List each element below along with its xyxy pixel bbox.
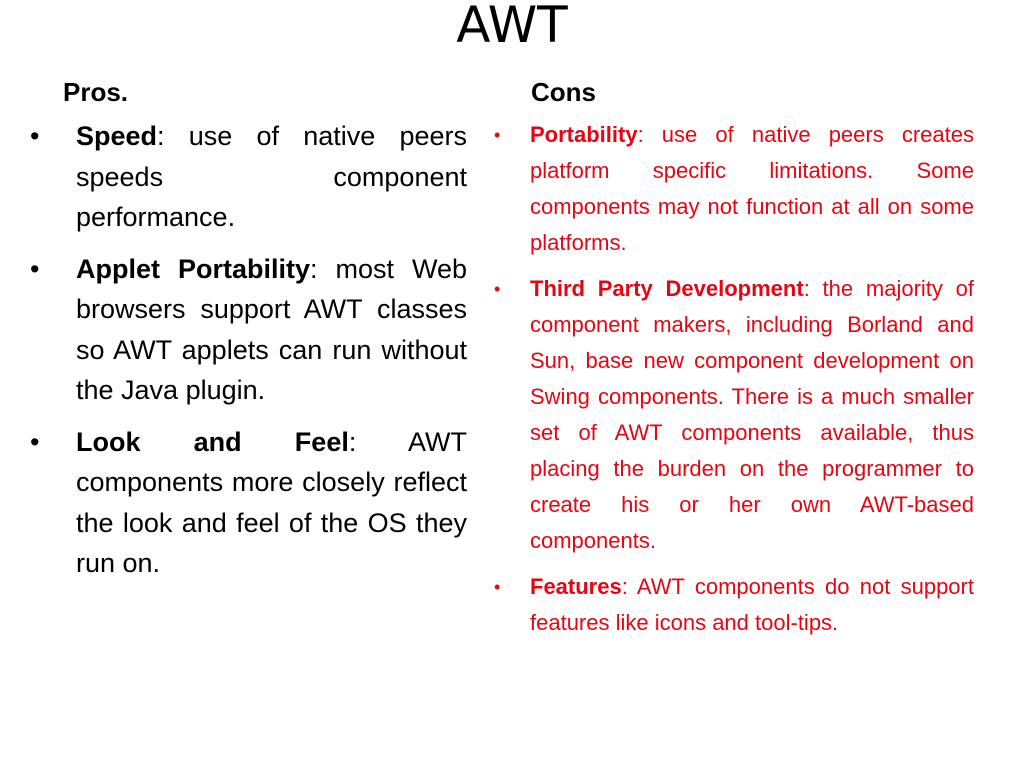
pros-item-speed <box>30 116 467 238</box>
cons-list <box>494 117 974 651</box>
pros-item-text: : most Web browsers support AWT classes so AWT applets can run without the Java plugin. <box>76 253 467 405</box>
pros-item-term: Applet Portability <box>76 253 310 284</box>
pros-item-text: : use of native peers speeds component performance. <box>76 121 467 232</box>
pros-heading: Pros. <box>63 77 129 107</box>
slide-title: AWT <box>456 0 568 54</box>
pros-item-term: Speed <box>76 121 158 151</box>
cons-item-text: : AWT components do not support features like icons and tool-tips. <box>530 574 974 635</box>
bullet-icon: • <box>30 426 40 457</box>
cons-item-text: : use of native peers creates platform specific limitations. Some components may not function at all on some platforms. <box>530 122 974 255</box>
pros-item-look-and-feel <box>30 422 467 584</box>
cons-item-portability <box>494 117 974 261</box>
cons-item-third-party-development <box>494 271 974 559</box>
bullet-icon: • <box>30 121 40 151</box>
pros-item-text: : AWT components more closely reflect the look and feel of the OS they run on. <box>76 426 467 578</box>
pros-list <box>30 116 467 595</box>
bullet-icon: • <box>494 577 501 597</box>
cons-item-term: Third Party Development <box>530 276 804 301</box>
cons-heading: Cons <box>531 77 596 107</box>
cons-item-term: Portability <box>530 122 638 147</box>
bullet-icon: • <box>30 253 40 284</box>
bullet-icon: • <box>494 279 501 299</box>
cons-item-text: : the majority of component makers, including Borland and Sun, base new component development on Swing components. There is a much smaller set of AWT components available, thus placing the burden on the programmer to create his or her own AWT-based components. <box>530 276 975 553</box>
cons-item-term: Features <box>530 574 622 599</box>
pros-item-term: Look and Feel <box>76 426 349 457</box>
bullet-icon: • <box>494 125 501 145</box>
cons-item-features <box>494 569 974 641</box>
pros-item-applet-portability <box>30 249 467 411</box>
